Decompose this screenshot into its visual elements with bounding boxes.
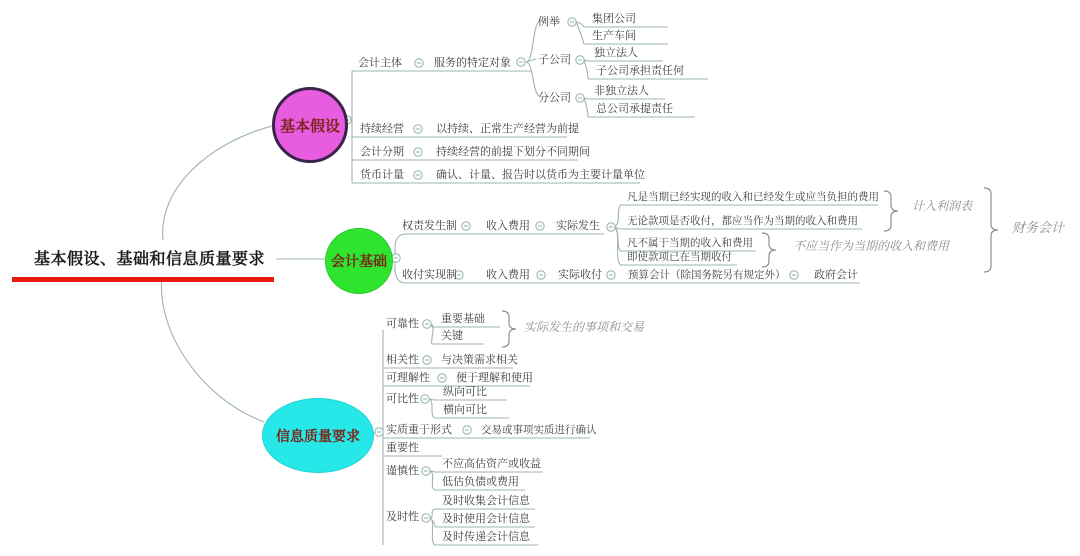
topic-production-workshop[interactable]: 生产车间: [592, 29, 636, 42]
collapse-marker[interactable]: [536, 222, 544, 230]
topic-group-company[interactable]: 集团公司: [592, 12, 636, 25]
topic-accounting-period[interactable]: 会计分期: [360, 145, 404, 158]
note-financial-accounting[interactable]: 财务会计: [1012, 221, 1065, 236]
node-quality-requirements[interactable]: 信息质量要求: [262, 398, 374, 473]
topic-timely-use[interactable]: 及时使用会计信息: [442, 512, 530, 525]
topic-accrual-result-1[interactable]: 凡是当期已经实现的收入和已经发生或应当负担的费用: [627, 191, 879, 203]
topic-relevance[interactable]: 相关性: [386, 353, 419, 366]
topic-timely-collect[interactable]: 及时收集会计信息: [442, 494, 530, 507]
topic-timeliness[interactable]: 及时性: [386, 510, 419, 523]
collapse-marker[interactable]: [537, 271, 545, 279]
collapse-marker[interactable]: [422, 467, 430, 475]
collapse-marker[interactable]: [463, 426, 471, 434]
topic-timely-transmit[interactable]: 及时传递会计信息: [442, 530, 530, 543]
collapse-marker[interactable]: [438, 374, 446, 382]
collapse-marker[interactable]: [790, 271, 798, 279]
topic-cash-step2[interactable]: 实际收付: [558, 268, 602, 281]
topic-understandability[interactable]: 可理解性: [386, 371, 430, 384]
collapse-marker[interactable]: [414, 125, 422, 133]
topic-comparability[interactable]: 可比性: [386, 392, 419, 405]
topic-accrual-result-3[interactable]: 凡不属于当期的收入和费用: [627, 237, 753, 249]
topic-examples[interactable]: 例举: [538, 15, 560, 28]
root-underline: [12, 277, 274, 282]
topic-accrual-result-4[interactable]: 即使款项已在当期收付: [627, 251, 732, 263]
collapse-marker[interactable]: [414, 171, 422, 179]
topic-cash-basis[interactable]: 收付实现制: [402, 268, 457, 281]
topic-no-overstate-assets[interactable]: 不应高估资产或收益: [442, 457, 541, 470]
root-branch-curves: [161, 126, 325, 422]
collapse-marker[interactable]: [576, 56, 584, 64]
topic-service-object[interactable]: 服务的特定对象: [434, 56, 511, 69]
topic-reliability[interactable]: 可靠性: [386, 317, 419, 330]
topic-government-accounting[interactable]: 政府会计: [814, 268, 858, 281]
topic-accounting-period-desc[interactable]: 持续经营的前提下划分不同期间: [436, 145, 590, 158]
topic-branch-office[interactable]: 分公司: [538, 91, 571, 104]
topic-accounting-entity[interactable]: 会计主体: [358, 56, 402, 69]
collapse-marker[interactable]: [517, 58, 525, 66]
topic-going-concern[interactable]: 持续经营: [360, 122, 404, 135]
topic-important-basis[interactable]: 重要基础: [441, 312, 485, 325]
topic-accrual-result-2[interactable]: 无论款项是否收付，都应当作为当期的收入和费用: [627, 215, 858, 227]
topic-monetary-measure-desc[interactable]: 确认、计量、报告时以货币为主要计量单位: [436, 168, 645, 181]
collapse-marker[interactable]: [568, 18, 576, 26]
collapse-marker[interactable]: [607, 223, 615, 231]
topic-materiality[interactable]: 重要性: [386, 441, 419, 454]
collapse-marker[interactable]: [607, 271, 615, 279]
topic-budget-accounting[interactable]: 预算会计（除国务院另有规定外）: [628, 269, 786, 281]
topic-key[interactable]: 关键: [441, 329, 463, 342]
topic-monetary-measure[interactable]: 货币计量: [360, 168, 404, 181]
topic-substance-over-form[interactable]: 实质重于形式: [386, 423, 452, 436]
topic-going-concern-desc[interactable]: 以持续、正常生产经营为前提: [436, 122, 579, 135]
collapse-marker[interactable]: [415, 59, 423, 67]
note-exclude-from-period[interactable]: 不应当作为当期的收入和费用: [793, 239, 950, 253]
topic-substance-desc[interactable]: 交易或事项实质进行确认: [481, 424, 597, 436]
topic-cash-step1[interactable]: 收入费用: [486, 268, 530, 281]
note-include-in-income-statement[interactable]: 计入利润表: [912, 199, 973, 213]
topic-relevance-desc[interactable]: 与决策需求相关: [441, 353, 518, 366]
topic-understandability-desc[interactable]: 便于理解和使用: [456, 371, 533, 384]
collapse-marker[interactable]: [414, 148, 422, 156]
collapse-marker[interactable]: [462, 222, 470, 230]
collapse-marker[interactable]: [375, 428, 383, 436]
collapse-marker[interactable]: [421, 395, 429, 403]
collapse-marker[interactable]: [392, 254, 400, 262]
node-accounting-basis[interactable]: 会计基础: [325, 228, 393, 294]
collapse-marker[interactable]: [576, 94, 584, 102]
topic-non-independent-legal-person[interactable]: 非独立法人: [594, 84, 649, 97]
topic-vertical-comparable[interactable]: 纵向可比: [443, 385, 487, 398]
topic-prudence[interactable]: 谨慎性: [386, 464, 419, 477]
node-basic-assumptions[interactable]: 基本假设: [272, 87, 348, 163]
topic-accrual-basis[interactable]: 权责发生制: [402, 219, 457, 232]
topic-accrual-step1[interactable]: 收入费用: [486, 219, 530, 232]
topic-subsidiary-liability[interactable]: 子公司承担责任何: [596, 64, 684, 77]
root-topic[interactable]: 基本假设、基础和信息质量要求: [34, 249, 266, 268]
collapse-marker[interactable]: [423, 356, 431, 364]
topic-independent-legal-person[interactable]: 独立法人: [594, 46, 638, 59]
topic-head-office-liability[interactable]: 总公司承提责任: [596, 102, 673, 115]
collapse-marker[interactable]: [422, 514, 430, 522]
collapse-marker[interactable]: [423, 320, 431, 328]
topic-accrual-step2[interactable]: 实际发生: [556, 219, 600, 232]
topic-horizontal-comparable[interactable]: 横向可比: [443, 403, 487, 416]
topic-understate-liabilities[interactable]: 低估负债或费用: [442, 475, 519, 488]
topic-subsidiary[interactable]: 子公司: [538, 53, 571, 66]
note-actual-transactions[interactable]: 实际发生的事项和交易: [524, 320, 645, 334]
